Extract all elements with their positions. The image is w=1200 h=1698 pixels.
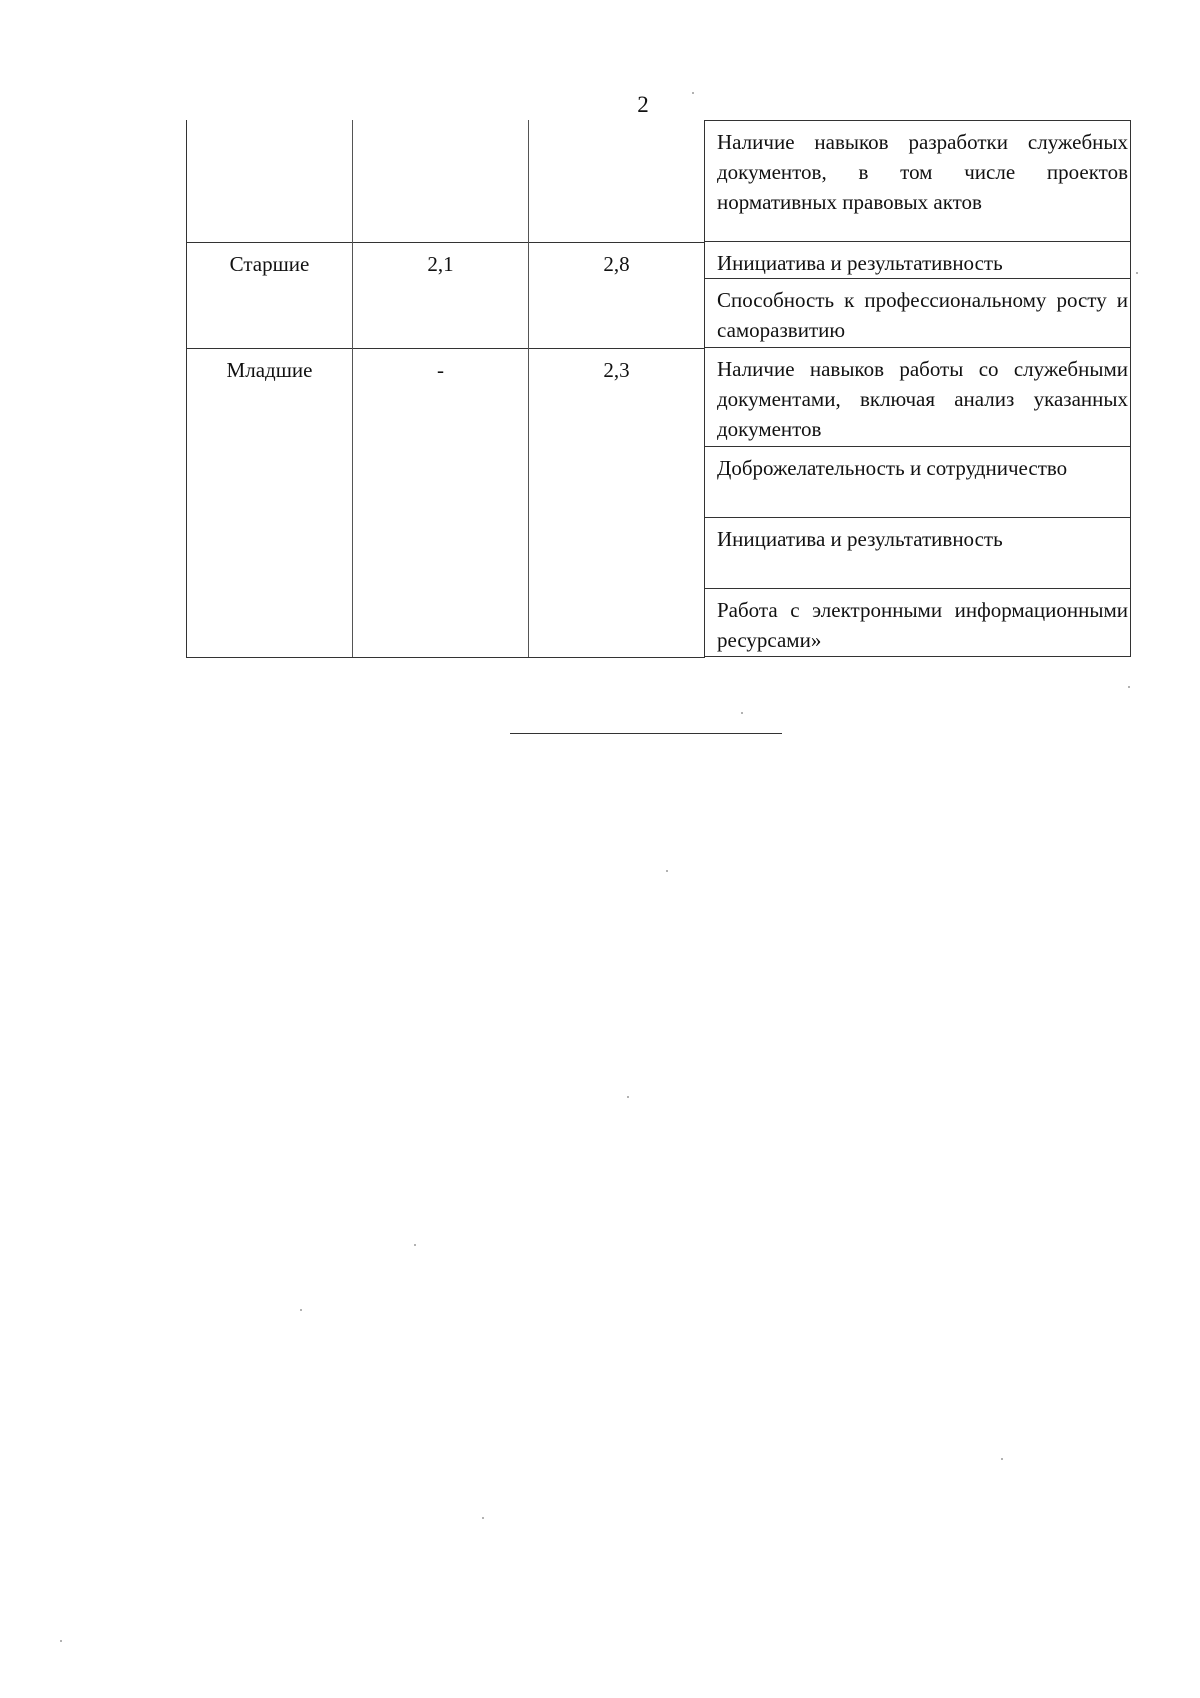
value-b-cell: [529, 120, 705, 242]
scan-speck: [692, 92, 694, 94]
scan-speck: [666, 870, 668, 872]
end-divider: [510, 733, 782, 734]
quality-item: Инициатива и результативность: [705, 518, 1130, 589]
quality-item: Наличие навыков работы со служебными документами, включая анализ указанных документов: [705, 348, 1130, 447]
scan-speck: [741, 712, 743, 714]
qualities-cell: [705, 242, 1131, 348]
scan-speck: [1136, 272, 1138, 274]
group-cell: [187, 242, 353, 348]
group-label: Младшие: [226, 357, 313, 382]
scan-speck: [627, 1096, 629, 1098]
value-a-cell: [353, 120, 529, 242]
value-b: 2,3: [603, 357, 630, 382]
value-a: 2,1: [427, 251, 454, 276]
scan-speck: [60, 1640, 62, 1642]
quality-item: Доброжелательность и сотрудничество: [705, 447, 1130, 518]
scan-speck: [414, 1244, 416, 1246]
value-b: 2,8: [603, 251, 630, 276]
qualities-cell: [705, 348, 1131, 657]
group-cell: [187, 120, 353, 242]
value-a: [353, 120, 528, 126]
table-row: [187, 120, 1131, 242]
value-b-cell: [529, 242, 705, 348]
scan-speck: [300, 1309, 302, 1311]
table-row: [187, 242, 1131, 348]
scan-speck: [1001, 1458, 1003, 1460]
group-label: Старшие: [229, 251, 310, 276]
scan-speck: [1128, 686, 1130, 688]
quality-item: Способность к профессиональному росту и саморазвитию: [705, 279, 1130, 348]
qualities-table: [186, 120, 1131, 658]
value-a-cell: [353, 242, 529, 348]
page-number: 2: [637, 92, 649, 117]
group-cell: [187, 348, 353, 657]
scan-speck: [482, 1517, 484, 1519]
table-row: [187, 348, 1131, 657]
group-label: [187, 120, 352, 126]
quality-item: Работа с электронными информационными ресурсами»: [705, 589, 1130, 657]
qualities-cell: [705, 120, 1131, 242]
value-a: -: [437, 357, 444, 382]
value-a-cell: [353, 348, 529, 657]
value-b-cell: [529, 348, 705, 657]
value-b: [529, 120, 704, 126]
quality-item: Наличие навыков разработки служебных документов, в том числе проектов нормативных правовых актов: [705, 120, 1130, 242]
quality-item: Инициатива и результативность: [705, 242, 1130, 279]
